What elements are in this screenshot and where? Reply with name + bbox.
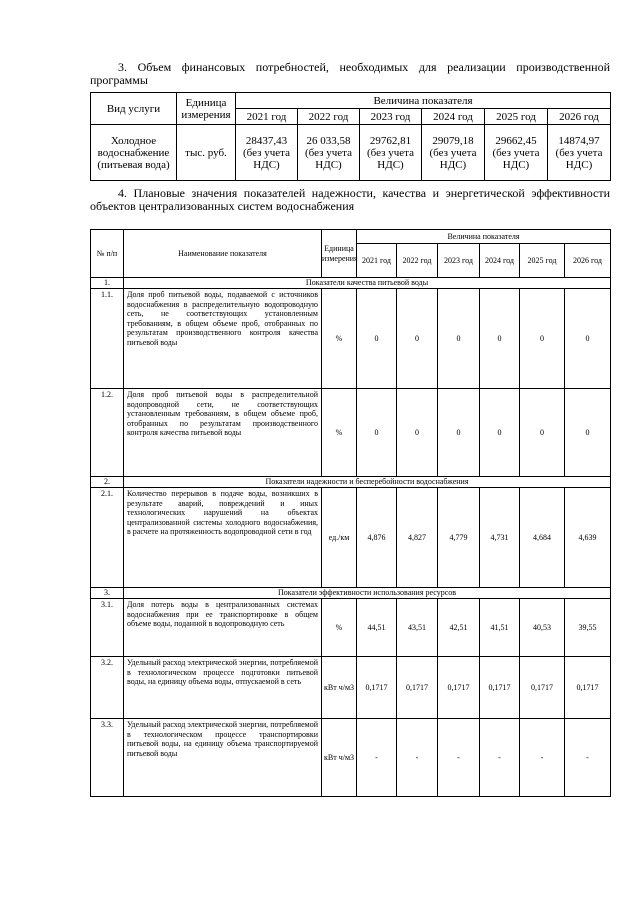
value-cell: 39,55 xyxy=(565,599,611,657)
value-cell: 0,1717 xyxy=(397,657,438,719)
unit-cell: % xyxy=(322,289,357,389)
value-cell: 0,1717 xyxy=(565,657,611,719)
value-cell: 4,827 xyxy=(397,488,438,588)
value-cell: 0 xyxy=(357,289,397,389)
row-number: 1.2. xyxy=(91,389,124,477)
table-row xyxy=(91,488,611,588)
row-number: 3.1. xyxy=(91,599,124,657)
indicator-name: Доля потерь воды в централизованных системах водоснабжения при ее транспортировке в общем объеме воды, поданной в водопроводную сеть xyxy=(124,599,322,657)
value-cell: 29762,81 (без учета НДС) xyxy=(360,125,422,181)
indicator-name: Доля проб питьевой воды, подаваемой с источников водоснабжения в распределительную водопроводную сеть, не соответствующих установленным требованиям, в общем объеме проб, отобранных по результатам производственного контроля качества питьевой воды xyxy=(124,289,322,389)
section-row xyxy=(91,588,611,599)
header-year: 2025 год xyxy=(520,244,565,278)
value-cell: 4,876 xyxy=(357,488,397,588)
unit-cell: кВт ч/м3 xyxy=(322,657,357,719)
value-cell: 4,684 xyxy=(520,488,565,588)
section-title: Показатели эффективности использования ресурсов xyxy=(124,588,611,599)
header-year: 2022 год xyxy=(397,244,438,278)
value-cell: 0,1717 xyxy=(480,657,520,719)
value-cell: 0,1717 xyxy=(438,657,480,719)
row-number: 3.2. xyxy=(91,657,124,719)
header-name: Наименование показателя xyxy=(124,230,322,278)
indicator-name: Удельный расход электрической энергии, потребляемой в технологическом процессе транспортировки питьевой воды, на единицу объема транспортируемой питьевой воды xyxy=(124,719,322,797)
header-num: № п/п xyxy=(91,230,124,278)
service-name: Холодное водоснабжение (питьевая вода) xyxy=(91,125,177,181)
section-row xyxy=(91,278,611,289)
value-cell: 26 033,58 (без учета НДС) xyxy=(298,125,360,181)
value-cell: 14874,97 (без учета НДС) xyxy=(548,125,611,181)
value-cell: 0 xyxy=(565,289,611,389)
value-cell: 0 xyxy=(520,389,565,477)
value-cell: - xyxy=(438,719,480,797)
table-row xyxy=(91,289,611,389)
value-cell: 0 xyxy=(397,289,438,389)
value-cell: 43,51 xyxy=(397,599,438,657)
value-cell: - xyxy=(397,719,438,797)
value-cell: 0,1717 xyxy=(357,657,397,719)
header-year: 2024 год xyxy=(480,244,520,278)
row-number: 1.1. xyxy=(91,289,124,389)
unit-cell: ед./км xyxy=(322,488,357,588)
unit-cell: кВт ч/м3 xyxy=(322,719,357,797)
financial-needs-table xyxy=(90,92,611,181)
value-cell: 0 xyxy=(357,389,397,477)
value-cell: 40,53 xyxy=(520,599,565,657)
header-year: 2024 год xyxy=(422,109,485,125)
header-service: Вид услуги xyxy=(91,93,177,125)
header-year: 2021 год xyxy=(357,244,397,278)
table-row xyxy=(91,719,611,797)
header-year: 2022 год xyxy=(298,109,360,125)
value-cell: - xyxy=(565,719,611,797)
section-title: Показатели надежности и бесперебойности водоснабжения xyxy=(124,477,611,488)
value-cell: 4,639 xyxy=(565,488,611,588)
value-cell: 4,731 xyxy=(480,488,520,588)
header-unit: Единица измерения xyxy=(177,93,236,125)
value-cell: 0 xyxy=(565,389,611,477)
header-year: 2026 год xyxy=(548,109,611,125)
value-cell: 42,51 xyxy=(438,599,480,657)
header-year: 2026 год xyxy=(565,244,611,278)
section-row xyxy=(91,477,611,488)
value-cell: 0 xyxy=(438,289,480,389)
section-number: 3. xyxy=(91,588,124,599)
unit-cell: % xyxy=(322,599,357,657)
header-unit: Единица измерения xyxy=(322,230,357,278)
header-value: Величина показателя xyxy=(236,93,611,109)
value-cell: - xyxy=(480,719,520,797)
header-year: 2023 год xyxy=(438,244,480,278)
section-number: 2. xyxy=(91,477,124,488)
header-year: 2023 год xyxy=(360,109,422,125)
section-4-title: 4. Плановые значения показателей надежности, качества и энергетической эффективности объектов централизованных систем водоснабжения xyxy=(90,186,610,213)
row-number: 3.3. xyxy=(91,719,124,797)
value-cell: 41,51 xyxy=(480,599,520,657)
header-year: 2021 год xyxy=(236,109,298,125)
value-cell: 28437,43 (без учета НДС) xyxy=(236,125,298,181)
unit-cell: тыс. руб. xyxy=(177,125,236,181)
header-year: 2025 год xyxy=(485,109,548,125)
value-cell: 0 xyxy=(520,289,565,389)
value-cell: 4,779 xyxy=(438,488,480,588)
indicators-table xyxy=(90,229,611,797)
unit-cell: % xyxy=(322,389,357,477)
indicator-name: Доля проб питьевой воды в распределительной водопроводной сети, не соответствующих установленным требованиям, в общем объеме проб, отобранных по результатам производственного контроля качества питьевой воды xyxy=(124,389,322,477)
value-cell: 29079,18 (без учета НДС) xyxy=(422,125,485,181)
table-row xyxy=(91,657,611,719)
section-title: Показатели качества питьевой воды xyxy=(124,278,611,289)
value-cell: 29662,45 (без учета НДС) xyxy=(485,125,548,181)
header-value: Величина показателя xyxy=(357,230,611,244)
indicator-name: Количество перерывов в подаче воды, возникших в результате аварий, повреждений и иных технологических нарушений на объектах централизованной системы холодного водоснабжения, в расчете на протяженность водопроводной сети в год xyxy=(124,488,322,588)
section-3-title: 3. Объем финансовых потребностей, необходимых для реализации производственной программы xyxy=(90,60,610,87)
value-cell: 0 xyxy=(397,389,438,477)
section-number: 1. xyxy=(91,278,124,289)
table-row xyxy=(91,599,611,657)
row-number: 2.1. xyxy=(91,488,124,588)
value-cell: 0,1717 xyxy=(520,657,565,719)
table-row xyxy=(91,389,611,477)
table-row xyxy=(91,125,611,181)
value-cell: - xyxy=(520,719,565,797)
value-cell: - xyxy=(357,719,397,797)
indicator-name: Удельный расход электрической энергии, потребляемой в технологическом процессе подготовки питьевой воды, на единицу объема воды, отпускаемой в сеть xyxy=(124,657,322,719)
value-cell: 44,51 xyxy=(357,599,397,657)
value-cell: 0 xyxy=(438,389,480,477)
value-cell: 0 xyxy=(480,389,520,477)
value-cell: 0 xyxy=(480,289,520,389)
